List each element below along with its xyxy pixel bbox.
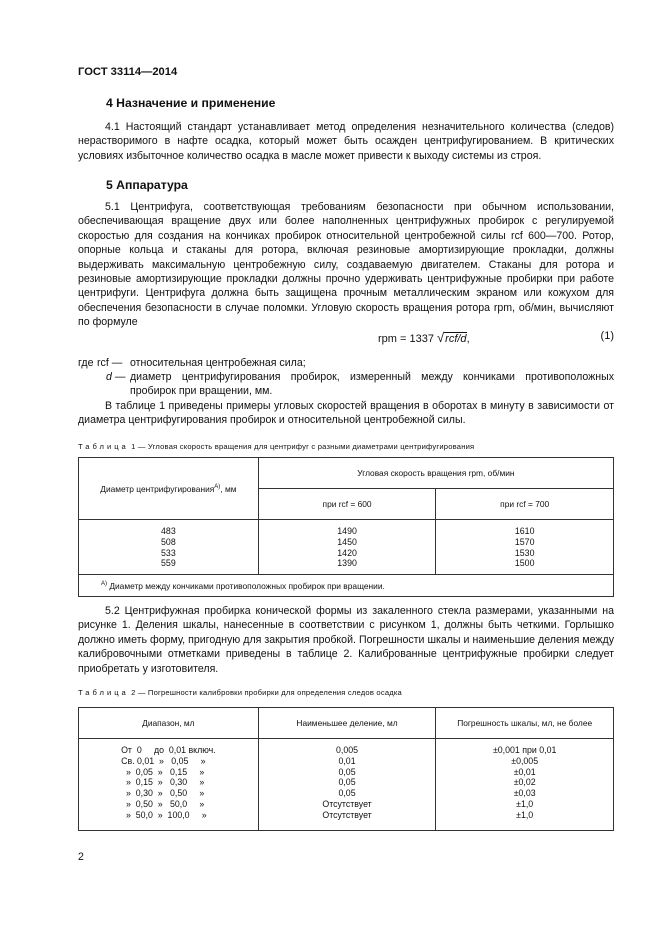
section-5-2-paragraph: 5.2 Центрифужная пробирка конической формы из закаленного стекла размерами, указанными на рисунке 1. Деления шкалы, нанесенные в соответствии с рисунком 1, должны быть четкими. Горлышко должно иметь форму, пригодную для закрытия пробкой. Погрешности шкалы и наименьшие деления между калибровочными отметками приведены в таблице 2. Калиброванные центрифужные пробирки следует приобретать у изготовителя.: [78, 605, 614, 675]
table-1-col-diameter: 483 508 533 559: [79, 520, 259, 575]
table-2-caption: [78, 688, 402, 697]
table-2-col-range: От 0 до 0,01 включ. Св. 0,01 » 0,05 » » 0,05 » 0,15 » » 0,15 » 0,30 » » 0,30 » 0,50 » » 0,50 » 50,0 » » 50,0 » 100,0 »: [79, 739, 259, 831]
formula-lhs: rpm = 1337: [378, 333, 434, 345]
table-1-header-diameter: Диаметр центрифугирования$^{А)}$, мм: [79, 458, 259, 520]
table-1-col-rcf700: 1610 1570 1530 1500: [436, 520, 614, 575]
section-5-1-table-ref: В таблице 1 приведены примеры угловых скоростей вращения в оборотах в минуту в зависимости от диаметра центрифугирования пробирок и относительной центробежной силы.: [78, 400, 614, 427]
table-2-header-error: Погрешность шкалы, мл, не более: [436, 708, 614, 739]
section-5-title: 5 Аппаратура: [106, 178, 188, 192]
table-2-caption-text: 2 — Погрешности калибровки пробирки для определения следов осадка: [131, 688, 402, 697]
table-2-caption-word: Таблица: [78, 688, 129, 697]
sqrt-symbol: √: [437, 330, 445, 345]
section-4-paragraph: 4.1 Настоящий стандарт устанавливает метод определения незначительного количества (следов) нерастворимого в нафте осадка, который может быть осажден центрифугированием. В критических условиях избыточное количество осадка в масле может привести к выходу системы из строя.: [78, 121, 614, 162]
table-2: [78, 707, 614, 831]
where-label: где: [78, 357, 94, 369]
table-2-header-range: Диапазон, мл: [79, 708, 259, 739]
section-4-title: 4 Назначение и применение: [106, 96, 276, 110]
table-1-footnote: $^{А)}$ Диаметр между кончиками противоположных пробирок при вращении.: [79, 575, 614, 597]
where-d-text: диаметр центрифугирования пробирок, измеренный между кончиками противоположных пробирок при вращении, мм.: [130, 371, 614, 398]
formula-tail: ,: [466, 333, 470, 345]
where-rcf-text: относительная центробежная сила;: [130, 357, 306, 369]
table-1-header-speed: Угловая скорость вращения rpm, об/мин: [258, 458, 613, 489]
table-1-caption-text: 1 — Угловая скорость вращения для центрифуг с разными диаметрами центрифугирования: [131, 442, 475, 451]
table-2-header-division: Наименьшее деление, мл: [258, 708, 436, 739]
page-number: 2: [78, 851, 84, 863]
document-header: ГОСТ 33114—2014: [78, 66, 178, 78]
table-1-caption: [78, 442, 474, 451]
formula-number: (1): [600, 330, 614, 342]
formula-1: [78, 330, 614, 348]
table-1-header-rcf700: при rcf = 700: [436, 489, 614, 520]
table-2-col-division: 0,005 0,01 0,05 0,05 0,05 Отсутствует Отсутствует: [258, 739, 436, 831]
section-5-1-paragraph: 5.1 Центрифуга, соответствующая требованиям безопасности при обычном использовании, обеспечивающая вращение двух или более наполненных центрифужных пробирок с регулируемой скоростью для создания на кончиках пробирок относительной центробежной силы rcf 600—700. Ротор, опорные кольца и стаканы для ротора, включая резиновые амортизирующие прокладки, должны выдерживать максимальную центробежную силу, создаваемую двигателем. Стаканы для ротора и резиновые амортизирующие прокладки должны прочно удерживать центрифужные пробирки при работе центрифуги. Центрифуга должна быть защищена прочным металлическим экраном или кожухом для обеспечения безопасности в случае поломки. Угловую скорость вращения ротора rpm, об/мин, вычисляют по формуле: [78, 201, 614, 329]
where-d-symbol: d —: [106, 371, 126, 383]
table-2-col-error: ±0,001 при 0,01 ±0,005 ±0,01 ±0,02 ±0,03 ±1,0 ±1,0: [436, 739, 614, 831]
table-1-caption-word: Таблица: [78, 442, 129, 451]
table-1: [78, 457, 614, 597]
table-1-header-rcf600: при rcf = 600: [258, 489, 436, 520]
table-1-col-rcf600: 1490 1450 1420 1390: [258, 520, 436, 575]
where-rcf-symbol: rcf —: [97, 357, 123, 369]
formula-radicand: rcf/d: [445, 333, 467, 345]
